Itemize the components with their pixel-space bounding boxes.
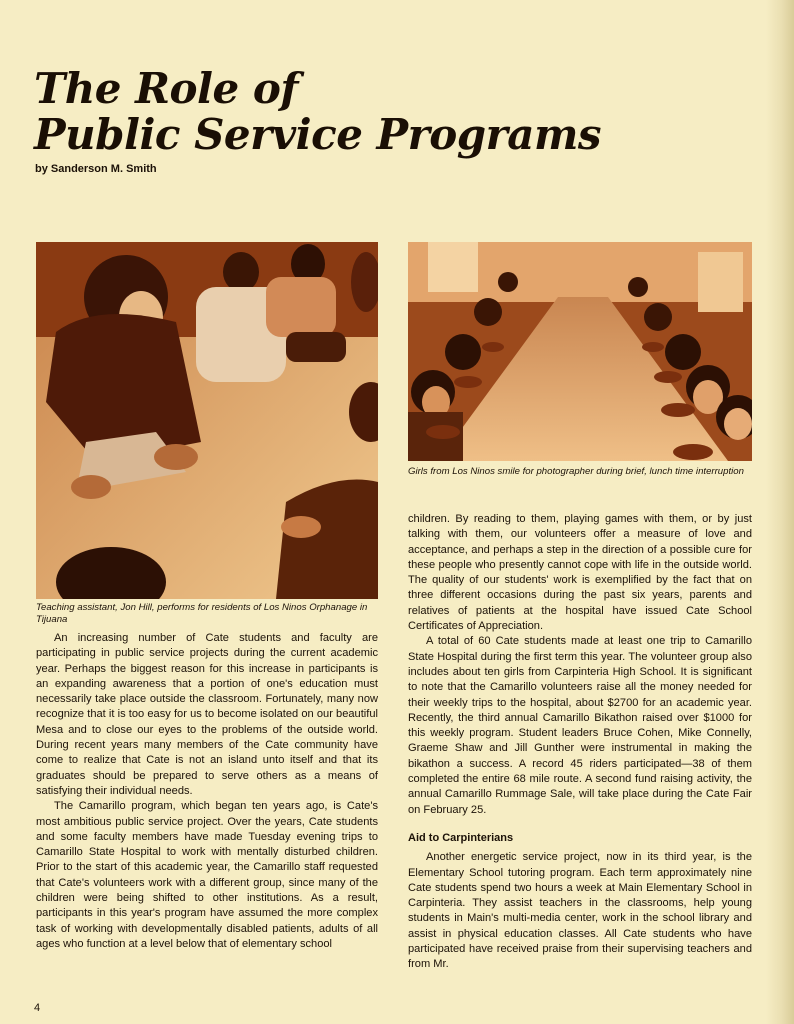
teaching-assistant-photo (36, 242, 378, 599)
title-line-2: Public Service Programs (34, 110, 602, 159)
paragraph-camarillo: The Camarillo program, which began ten years ago, is Cate's most ambitious public service project. Over the years, Cate students and some faculty members have made Tuesday evening trips to Camarillo State Hospital to work with mentally disturbed children. Prior to the start of this academic year, the Camarillo staff requested that Cate's volunteers work with a different group, since many of the children were being shifted to other institutions. As a result, participants in this year's program have assumed the more complex task of working with developmentally disabled patients, adults of all ages who function at a level below that of elementary school (36, 800, 378, 950)
lunch-table-photo (408, 242, 752, 461)
subheading-aid-to-carpinterians: Aid to Carpinterians (408, 831, 514, 844)
teaching-assistant-illustration (36, 242, 378, 599)
left-photo-caption: Teaching assistant, Jon Hill, performs for residents of Los Ninos Orphanage in Tijuana (36, 602, 368, 625)
article-title (34, 66, 601, 158)
page-number: 4 (34, 1002, 41, 1014)
page-edge-shadow (766, 0, 794, 1024)
left-column (36, 631, 378, 952)
paragraph-continued: children. By reading to them, playing games with them, or by just talking with them, our volunteers offer a measure of love and acceptance, and perhaps a step in the direction of a possible cure for these people who presently cannot cope with life in the outside world. The quality of our students' work is exemplified by the fact that on three different occasions during the past six years, parents and relatives of patients at the hospital have issued Cate School Certificates of Appreciation. (408, 513, 752, 633)
right-photo-caption: Girls from Los Ninos smile for photographer during brief, lunch time interruption (408, 466, 744, 477)
paragraph-tutoring: Another energetic service project, now in its third year, is the Elementary School tutoring program. Each term approximately nine Cate students spend two hours a week at Main Elementary School in Carpinteria. They assist teachers in the classrooms, help young students in Main's multi-media center, work in the school library and assist in physical education classes. All Cate students who have participated have received praise from their supervising teachers and from Mr. (408, 851, 752, 971)
right-column (408, 512, 752, 973)
title-line-1: The Role of (34, 64, 298, 113)
paragraph-volunteers: A total of 60 Cate students made at least one trip to Camarillo State Hospital during the first term this year. The volunteer group also includes about ten girls from Carpinteria High School. It is significant to note that the Camarillo volunteers raise all the money needed for their weekly trips to the hospital, about $2700 for an academic year. Recently, the third annual Camarillo Bikathon raised over $1000 for this weekly program. Student leaders Bruce Cohen, Mike Connelly, Graeme Shaw and Jill Gunther were instrumental in making the bikathon a success. A record 45 riders participated—38 of them completed the entire 68 mile route. A second fund raising activity, the annual Camarillo Rummage Sale, will take place during the Cate Fair on February 25. (408, 635, 752, 816)
byline: by Sanderson M. Smith (35, 163, 157, 175)
paragraph-intro: An increasing number of Cate students and faculty are participating in public service projects during the current academic year. Perhaps the biggest reason for this increase in participants is an expanding awareness that a portion of one's education must necessarily take place outside the classroom. Fortunately, many now recognize that it is too easy for us to become isolated on our beautiful Mesa and to close our eyes to the problems of the outside world. During recent years many members of the Cate community have come to realize that Cate is not an island unto itself and that its graduates should be prepared to serve others as a means of satisfying their individual needs. (36, 632, 378, 797)
lunch-table-illustration (408, 242, 752, 461)
